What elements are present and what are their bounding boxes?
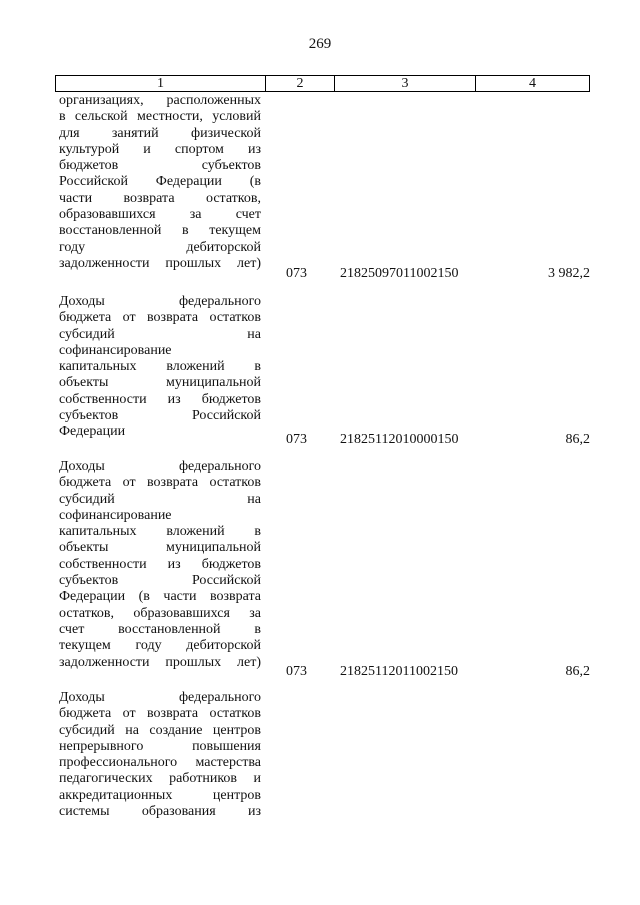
description-line: Федерации [59,424,126,440]
amount: 3 982,2 [548,266,590,281]
description-line: объекты муниципальной [59,540,261,556]
description-line: педагогических работников и [59,771,261,787]
budget-classification-code: 21825112010000150 [340,432,459,447]
column-header-3: 3 [335,76,476,92]
description-line: софинансирование [59,342,172,358]
description-line: восстановленной в текущем [59,223,261,239]
description-line: бюджетов субъектов [59,158,261,174]
description-line: субсидий на [59,491,261,507]
description-line: капитальных вложений в [59,359,261,375]
description-line: образовавшихся за счет [59,207,261,223]
description-line: непрерывного повышения [59,738,261,754]
description-line: бюджета от возврата остатков [59,475,261,491]
description-line: собственности из бюджетов [59,556,261,572]
column-header-4: 4 [476,76,590,92]
description-line: бюджета от возврата остатков [59,706,261,722]
description-line: бюджета от возврата остатков [59,310,261,326]
admin-code: 073 [286,432,307,447]
description-line: объекты муниципальной [59,375,261,391]
amount: 86,2 [565,432,590,447]
row-description [59,459,261,671]
description-line: текущем году дебиторской [59,638,261,654]
column-header-1: 1 [56,76,266,92]
description-line: аккредитационных центров [59,787,261,803]
description-line: субсидий на [59,326,261,342]
row-description [59,294,261,441]
description-line: Доходы федерального [59,294,261,309]
description-line: Российской Федерации (в [59,174,261,190]
row-description [59,93,261,272]
description-line: системы образования из [59,804,261,820]
description-line: Доходы федерального [59,690,261,705]
page-number: 269 [308,36,332,52]
description-line: Федерации (в части возврата [59,589,261,605]
description-line: софинансирование [59,507,172,523]
description-line: собственности из бюджетов [59,391,261,407]
description-line: году дебиторской [59,239,261,255]
amount: 86,2 [565,664,590,679]
description-line: задолженности прошлых лет) [59,255,261,271]
description-line: для занятий физической [59,125,261,141]
column-header-2: 2 [266,76,335,92]
admin-code: 073 [286,664,307,679]
description-line: остатков, образовавшихся за [59,605,261,621]
budget-classification-code: 21825112011002150 [340,664,458,679]
row-description [59,690,261,820]
description-line: субъектов Российской [59,408,261,424]
description-line: Доходы федерального [59,459,261,474]
description-line: части возврата остатков, [59,190,261,206]
description-line: задолженности прошлых лет) [59,654,261,670]
description-line: субсидий на создание центров [59,722,261,738]
description-line: в сельской местности, условий [59,109,261,125]
description-line: субъектов Российской [59,573,261,589]
description-line: культурой и спортом из [59,141,261,157]
budget-classification-code: 21825097011002150 [340,266,459,281]
description-line: капитальных вложений в [59,524,261,540]
column-header-table [55,75,590,92]
description-line: организациях, расположенных [59,93,261,108]
description-line: счет восстановленной в [59,621,261,637]
description-line: профессионального мастерства [59,755,261,771]
admin-code: 073 [286,266,307,281]
